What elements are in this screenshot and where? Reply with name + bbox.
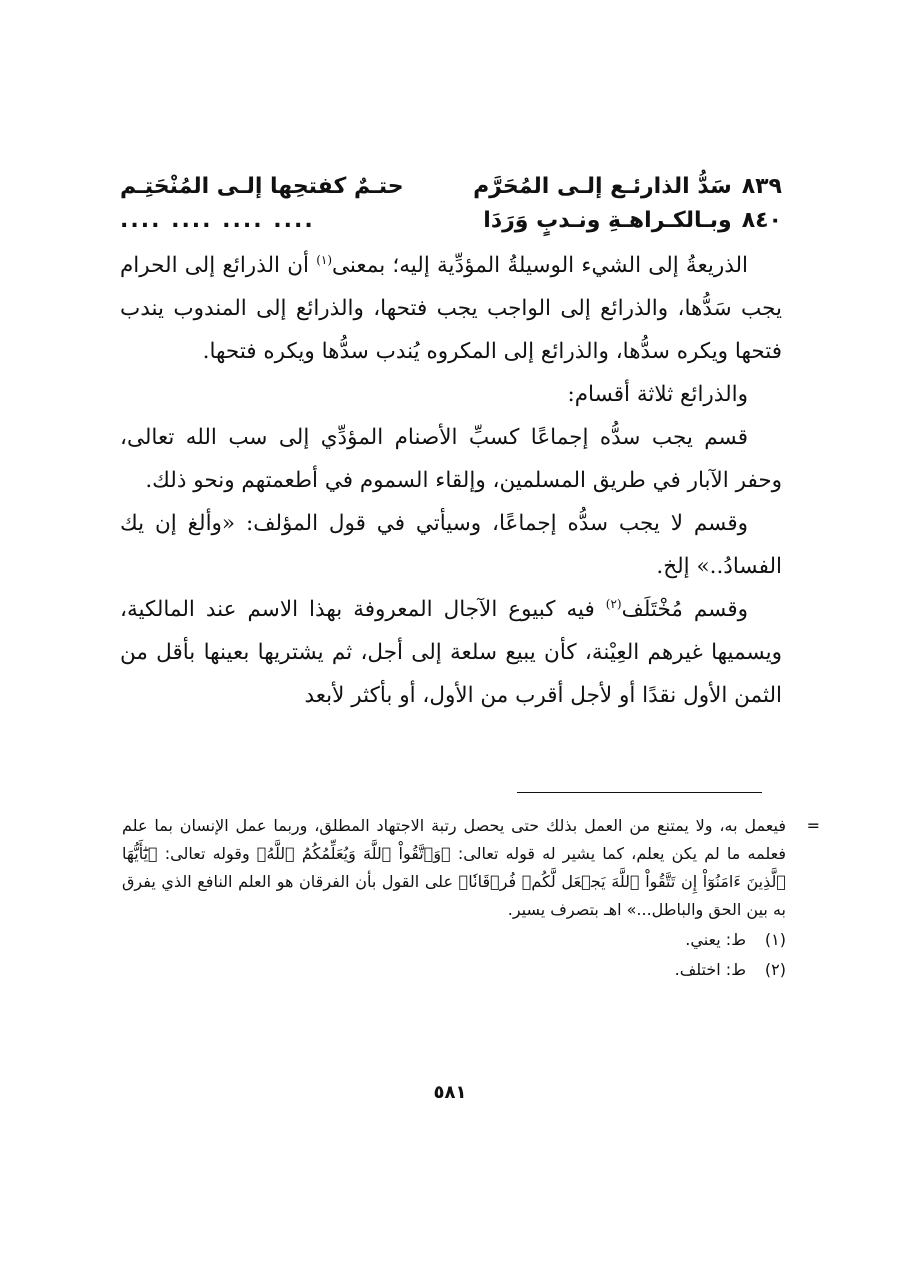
verse-number: ٨٣٩ — [741, 174, 782, 199]
footnote-continuation: = فيعمل به، ولا يمتنع من العمل بذلك حتى يحصل رتبة الاجتهاد المطلق، وربما عمل الإنسان بما علم فعلمه ما لم يكن يعلم، كما يشير له قوله تعالى: ﴿وَٱتَّقُواْ ٱللَّهَ وَيُعَلِّمُكُمُ ٱللَّهُ﴾ وقوله تعالى: ﴿يَٰٓأَيُّهَا ٱلَّذِينَ ءَامَنُوٓاْ إِن تَتَّقُواْ ٱللَّهَ يَجۡعَل لَّكُمۡ فُرۡقَانٗا﴾ على القول بأن الفرقان هو العلم النافع الذي يفرق به بين الحق والباطل...» اهـ بتصرف يسير. — [122, 812, 786, 924]
verse-first-hemistich: سَدُّ الذارئـع إلـى المُحَرَّم — [473, 174, 732, 199]
footnote-1 — [122, 926, 786, 954]
paragraph-kind-three: وقسم مُخْتَلَف$^{(٢)}$ فيه كبيوع الآجال المعروفة بهذا الاسم عند المالكية، ويسميها غيرهم العِيْنة، كأن يبيع سلعة إلى أجل، ثم يشتريها بعينها بأقل من الثمن الأول نقدًا أو لأجل أقرب من الأول، أو بأكثر لأبعد — [120, 596, 782, 708]
footnote-2 — [122, 956, 786, 984]
commentary-text — [120, 244, 782, 717]
continuation-mark: = — [806, 816, 820, 835]
paragraph-kind-two: وقسم لا يجب سدُّه إجماعًا، وسيأتي في قول المؤلف: «وألغ إن يك الفسادُ..» إلخ. — [120, 511, 782, 579]
paragraph-kind-one: قسم يجب سدُّه إجماعًا كسبِّ الأصنام المؤدِّي إلى سب الله تعالى، وحفر الآبار في طريق المسلمين، وإلقاء السموم في أطعمتهم ونحو ذلك. — [120, 425, 782, 493]
footnote-ref-1[interactable]: (١) — [316, 252, 333, 267]
verse-first-hemistich: وبـالكـراهـةِ ونـدبٍ وَرَدَا — [483, 208, 732, 233]
footnote-number: (٢) — [764, 960, 786, 979]
verse-line-839 — [120, 170, 782, 204]
verse-number: ٨٤٠ — [741, 208, 782, 233]
footnote-ref-2[interactable]: (٢) — [605, 596, 622, 611]
footnote-text: ط: يعني. — [685, 930, 746, 949]
page-content — [120, 170, 782, 717]
footnote-separator — [517, 792, 762, 793]
footnote-text: ط: اختلف. — [674, 960, 746, 979]
verse-line-840 — [120, 204, 782, 238]
paragraph-three-kinds: والذرائع ثلاثة أقسام: — [567, 382, 748, 407]
page-number: ٥٨١ — [433, 1082, 467, 1103]
verse-second-hemistich-omitted: .... .... .... .... — [120, 208, 315, 233]
paragraph-definition: الذريعةُ إلى الشيء الوسيلةُ المؤدِّية إليه؛ بمعنى$^{(١)}$ أن الذرائع إلى الحرام يجب سَدُّها، والذرائع إلى الواجب يجب فتحها، والذرائع إلى المندوب يندب فتحها ويكره سدُّها، والذرائع إلى المكروه يُندب سدُّها ويكره فتحها. — [120, 252, 782, 364]
verse-second-hemistich: حتـمٌ كفتحِها إلـى المُنْحَتِـم — [120, 174, 404, 199]
footnote-number: (١) — [764, 930, 786, 949]
footnotes — [122, 812, 820, 984]
